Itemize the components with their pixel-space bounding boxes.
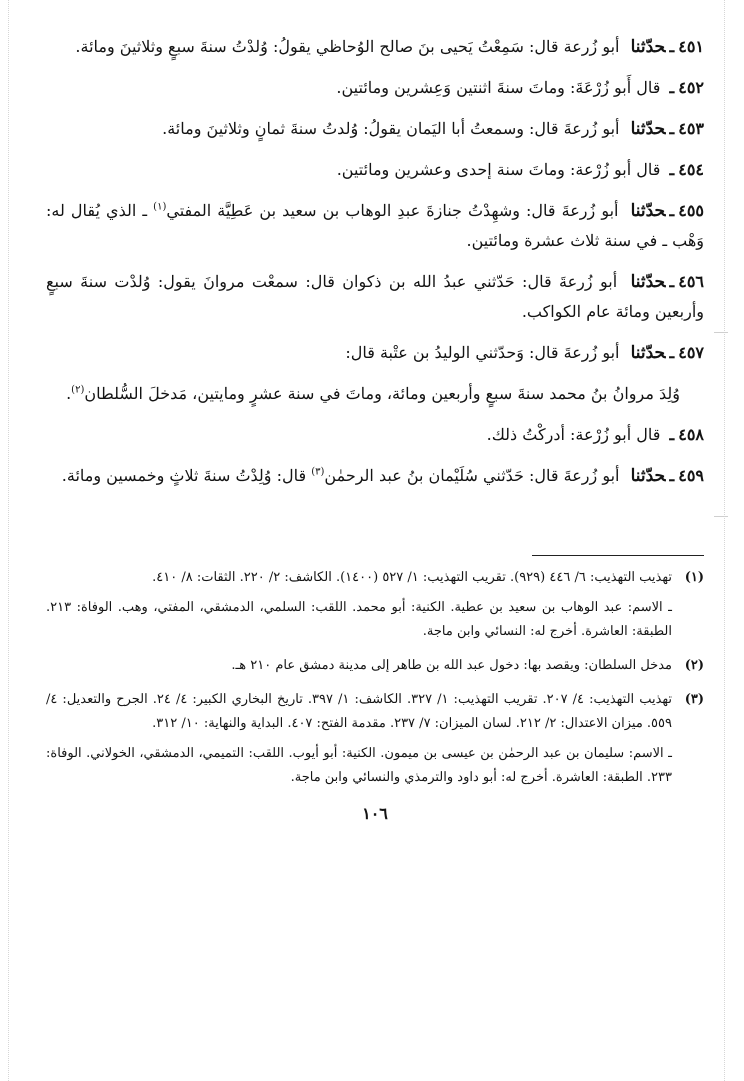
footnotes xyxy=(46,566,704,796)
entry-455: ٤٥٥ـحدّثنا أبو زُرعةَ قال: وشهِدْتُ جنازةَ عبدِ الوهاب بن سعيد بن عَطِيَّة المفتي$^{(١)}$ ـ الذي يُقال له: وَهْب ـ في سنة ثلاث عشرة ومائتين. xyxy=(46,201,705,250)
entry-keyword: حدّثنا xyxy=(630,201,666,221)
footnote-1 xyxy=(46,566,704,650)
entry-459: ٤٥٩ـحدّثنا أبو زُرعةَ قال: حَدّثني سُلَيْمان بنُ عبد الرحمٰن$^{(٣)}$ قال: وُلِدْتُ سنةَ ثلاثٍ وخمسين ومائة. xyxy=(61,466,704,486)
footnote-number: (٣) xyxy=(684,692,704,707)
footnote-ref-3[interactable]: (٣) xyxy=(311,466,325,478)
entry-text-cont: . xyxy=(66,384,72,403)
entry-457: ٤٥٧ـحدّثنا أبو زُرعةَ قال: وَحدّثني الوليدُ بن عتْبة قال: xyxy=(345,343,704,363)
entry-454: ٤٥٤ـ قال أبو زُرْعة: وماتَ سنة إحدى وعشرين ومائتين. xyxy=(336,160,704,179)
entry-453: ٤٥٣ـحدّثنا أبو زُرعةَ قال: وسمعتُ أبا اليَمان يقولُ: وُلدتُ سنةَ ثمانٍ وثلاثينَ ومائة. xyxy=(162,119,704,139)
entry-text: وُلِدَ مروانُ بنُ محمد سنةَ سبعٍ وأربعين ومائة، وماتَ في سنة عشرٍ ومايتين، مَدخلَ السُّلطان xyxy=(84,384,680,403)
entry-text: قال أبو زُرْعة: وماتَ سنة إحدى وعشرين ومائتين. xyxy=(336,160,661,179)
entry-458: ٤٥٨ـ قال أبو زُرْعة: أدركْتُ ذلك. xyxy=(486,425,704,444)
entry-number: ٤٥٩ xyxy=(678,466,704,485)
entry-text: قال أَبو زُرْعَةَ: وماتَ سنةَ اثنتين وَعِشرين ومائتين. xyxy=(336,78,661,97)
entry-number: ٤٥٣ xyxy=(678,119,704,138)
entry-number: ٤٥١ xyxy=(678,37,704,56)
entry-452: ٤٥٢ـ قال أَبو زُرْعَةَ: وماتَ سنةَ اثنتين وَعِشرين ومائتين. xyxy=(336,78,704,97)
margin-tick xyxy=(714,332,728,333)
entry-number: ٤٥٥ xyxy=(678,201,705,220)
entry-number: ٤٥٧ xyxy=(678,343,704,362)
footnote-text: ـ الاسم: عبد الوهاب بن سعيد بن عطية. الكنية: أبو محمد. اللقب: السلمي، الدمشقي، المفتي، وهب. الوفاة: ٢١٣. الطبقة: العاشرة. أخرج له: النسائي وابن ماجة. xyxy=(46,600,672,639)
entry-keyword: حدّثنا xyxy=(630,119,666,139)
hadith-entries xyxy=(46,32,704,491)
entry-keyword: حدّثنا xyxy=(630,37,666,57)
entry-text: أبو زُرعةَ قال: حَدّثني عبدُ الله بن ذكوان قال: سمعْت مروانَ يقول: وُلدْت سنةَ سبعٍ وأربعين ومائة عام الكواكب. xyxy=(46,272,704,321)
entry-text: أبو زُرعةَ قال: وشهِدْتُ جنازةَ عبدِ الوهاب بن سعيد بن عَطِيَّة المفتي xyxy=(166,201,619,220)
entry-text: أبو زُرعةَ قال: وَحدّثني الوليدُ بن عتْبة قال: xyxy=(345,343,620,362)
entry-456: ٤٥٦ـحدّثنا أبو زُرعةَ قال: حَدّثني عبدُ الله بن ذكوان قال: سمعْت مروانَ يقول: وُلدْت سنةَ سبعٍ وأربعين ومائة عام الكواكب. xyxy=(46,272,705,321)
page-number: ١٠٦ xyxy=(362,804,388,823)
footnote-ref-1[interactable]: (١) xyxy=(153,201,167,213)
entry-457-quote xyxy=(46,379,704,409)
right-margin-guide xyxy=(724,0,725,1081)
footnote-text: ـ الاسم: سليمان بن عبد الرحمٰن بن عيسى بن ميمون. الكنية: أبو أيوب. اللقب: التميمي، الدمشقي، الخولاني. الوفاة: ٢٣٣. الطبقة: العاشرة. أخرج له: أبو داود والترمذي والنسائي وابن ماجة. xyxy=(46,746,672,785)
footnote-number: (٢) xyxy=(684,658,704,673)
entry-text: أبو زُرعة قال: سَمِعْتُ يَحيى بنَ صالح الوُحاظي يقولُ: وُلدْتُ سنةَ سبعٍ وثلاثينَ ومائة. xyxy=(75,37,620,56)
margin-tick xyxy=(714,516,728,517)
entry-text-cont: قال: وُلِدْتُ سنةَ ثلاثٍ وخمسين ومائة. xyxy=(61,466,307,485)
footnote-text: تهذيب التهذيب: ٦/ ٤٤٦ (٩٢٩). تقريب التهذيب: ١/ ٥٢٧ (١٤٠٠). الكاشف: ٢/ ٢٢٠. الثقات: ٨/ ٤١٠. xyxy=(152,570,672,585)
footnote-3 xyxy=(46,688,704,796)
entry-number: ٤٥٦ xyxy=(678,272,705,291)
entry-451: ٤٥١ـحدّثنا أبو زُرعة قال: سَمِعْتُ يَحيى بنَ صالح الوُحاظي يقولُ: وُلدْتُ سنةَ سبعٍ وثلاثينَ ومائة. xyxy=(75,37,704,57)
left-margin-guide xyxy=(8,0,9,1081)
entry-text: قال أبو زُرْعة: أدركْتُ ذلك. xyxy=(486,425,661,444)
entry-keyword: حدّثنا xyxy=(630,343,666,363)
footnote-separator xyxy=(532,555,704,556)
entry-text-cont: ـ الذي يُقال له: وَهْب ـ في سنة ثلاث عشرة ومائتين. xyxy=(46,201,704,250)
entry-text: أبو زُرعةَ قال: حَدّثني سُلَيْمان بنُ عبد الرحمٰن xyxy=(324,466,620,485)
footnote-text: تهذيب التهذيب: ٤/ ٢٠٧. تقريب التهذيب: ١/ ٣٢٧. الكاشف: ١/ ٣٩٧. تاريخ البخاري الكبير: ٤/ ٢٤. الجرح والتعديل: ٤/ ٥٥٩. ميزان الاعتدال: ٢/ ٢١٢. لسان الميزان: ٧/ ٢٣٧. مقدمة الفتح: ٤٠٧. البداية والنهاية: ١٠/ ٣١٢. xyxy=(46,692,673,731)
entry-keyword: حدّثنا xyxy=(630,466,666,486)
entry-keyword: حدّثنا xyxy=(630,272,666,292)
footnote-ref-2[interactable]: (٢) xyxy=(71,384,85,396)
entry-number: ٤٥٤ xyxy=(678,160,704,179)
entry-number: ٤٥٨ xyxy=(678,425,704,444)
footnote-2 xyxy=(46,654,704,684)
footnote-number: (١) xyxy=(684,570,704,585)
entry-text: أبو زُرعةَ قال: وسمعتُ أبا اليَمان يقولُ: وُلدتُ سنةَ ثمانٍ وثلاثينَ ومائة. xyxy=(162,119,620,138)
footnote-text: مدخل السلطان: ويقصد بها: دخول عبد الله بن طاهر إلى مدينة دمشق عام ٢١٠ هـ. xyxy=(231,658,672,673)
entry-number: ٤٥٢ xyxy=(678,78,704,97)
